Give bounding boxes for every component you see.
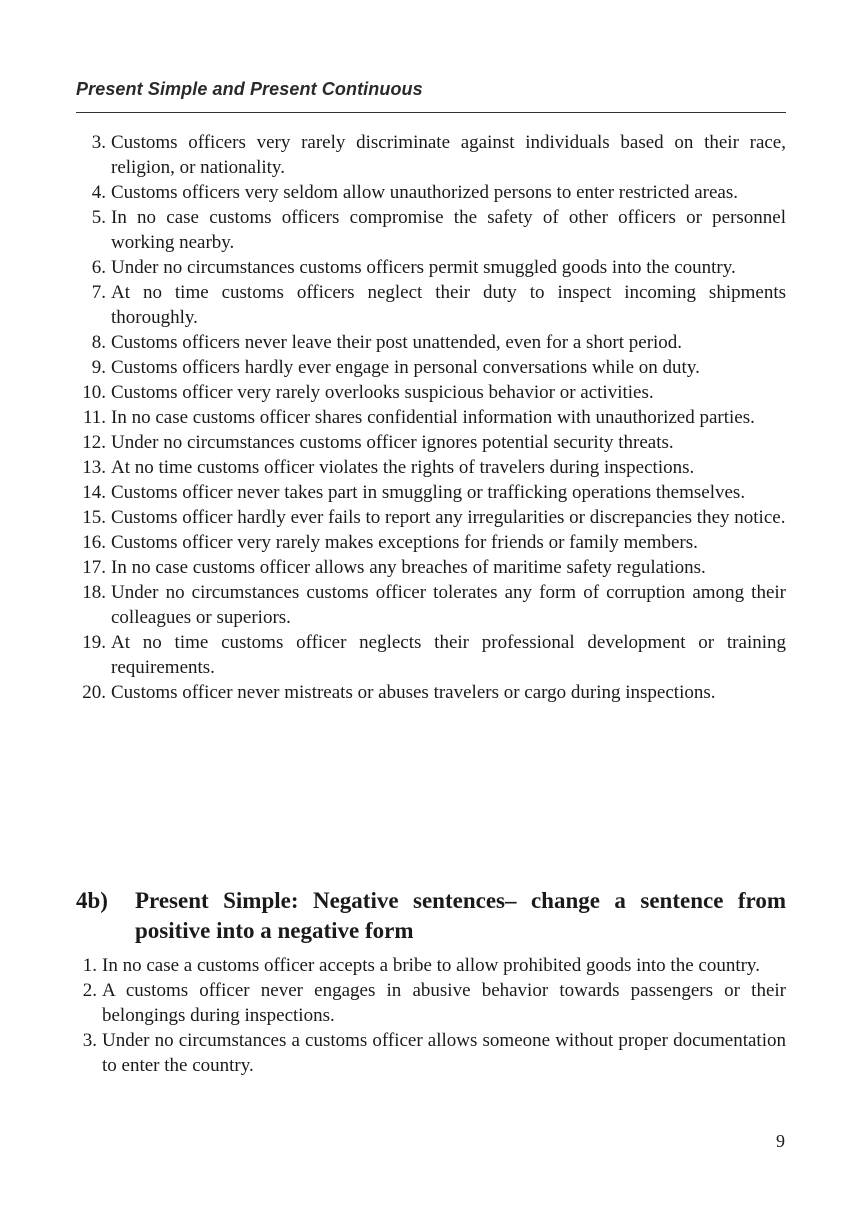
item-number: 15. — [82, 507, 106, 528]
list-item — [76, 953, 786, 978]
item-number: 9. — [91, 357, 106, 378]
list-item — [76, 555, 786, 580]
item-number: 13. — [82, 457, 106, 478]
list-item — [76, 430, 786, 455]
list-item — [76, 630, 786, 680]
list-item — [76, 530, 786, 555]
list-item — [76, 405, 786, 430]
item-number: 11. — [82, 407, 106, 428]
item-text: At no time customs officers neglect their duty to inspect incoming shipments thoroughly. — [111, 282, 786, 328]
page-number: 9 — [776, 1131, 785, 1151]
item-number: 5. — [91, 207, 106, 228]
item-number: 12. — [82, 432, 106, 453]
item-number: 7. — [91, 282, 106, 303]
list-item — [76, 480, 786, 505]
list-item — [76, 1028, 786, 1078]
item-number: 3. — [82, 1030, 97, 1051]
item-number: 20. — [82, 682, 106, 703]
list-item — [76, 505, 786, 530]
list-item — [76, 205, 786, 255]
item-text: Under no circumstances customs officer ignores potential security threats. — [111, 432, 674, 453]
list-item — [76, 380, 786, 405]
list-item — [76, 355, 786, 380]
item-text: Under no circumstances customs officers permit smuggled goods into the country. — [111, 257, 736, 278]
list-item — [76, 978, 786, 1028]
item-number: 14. — [82, 482, 106, 503]
list-item — [76, 680, 786, 705]
item-number: 3. — [91, 132, 106, 153]
item-text: Customs officer never mistreats or abuses travelers or cargo during inspections. — [111, 682, 716, 703]
item-text: Customs officers very rarely discriminate against individuals based on their race, religion, or nationality. — [111, 132, 786, 178]
item-number: 6. — [91, 257, 106, 278]
section-title: Present Simple: Negative sentences– change a sentence from positive into a negative form — [135, 888, 786, 943]
item-text: Customs officers hardly ever engage in personal conversations while on duty. — [111, 357, 700, 378]
item-text: In no case customs officers compromise the safety of other officers or personnel working nearby. — [111, 207, 786, 253]
item-text: Customs officer never takes part in smuggling or trafficking operations themselves. — [111, 482, 746, 503]
exercise-list-continued — [76, 130, 786, 705]
section-number: 4b) — [76, 888, 108, 913]
item-number: 10. — [82, 382, 106, 403]
item-text: In no case customs officer allows any breaches of maritime safety regulations. — [111, 557, 706, 578]
list-item — [76, 455, 786, 480]
item-number: 19. — [82, 632, 106, 653]
item-number: 18. — [82, 582, 106, 603]
item-text: In no case a customs officer accepts a bribe to allow prohibited goods into the country. — [102, 955, 760, 976]
item-number: 8. — [91, 332, 106, 353]
list-item — [76, 255, 786, 280]
item-number: 16. — [82, 532, 106, 553]
item-text: Customs officer very rarely makes exceptions for friends or family members. — [111, 532, 698, 553]
item-text: Customs officer hardly ever fails to report any irregularities or discrepancies they notice. — [111, 507, 786, 528]
item-number: 4. — [91, 182, 106, 203]
exercise-4b-list — [76, 953, 786, 1078]
list-item — [76, 330, 786, 355]
item-text: Customs officer very rarely overlooks suspicious behavior or activities. — [111, 382, 654, 403]
item-text: Under no circumstances a customs officer allows someone without proper documentation to enter the country. — [102, 1030, 786, 1076]
header-divider — [76, 112, 786, 113]
list-item — [76, 280, 786, 330]
running-header-title: Present Simple and Present Continuous — [76, 79, 423, 99]
section-heading — [76, 886, 786, 946]
list-item — [76, 180, 786, 205]
item-number: 2. — [82, 980, 97, 1001]
item-text: Under no circumstances customs officer tolerates any form of corruption among their colleagues or superiors. — [111, 582, 786, 628]
item-text: In no case customs officer shares confidential information with unauthorized parties. — [111, 407, 755, 428]
item-text: Customs officers very seldom allow unauthorized persons to enter restricted areas. — [111, 182, 738, 203]
list-item — [76, 130, 786, 180]
item-text: At no time customs officer neglects their professional development or training requirements. — [111, 632, 786, 678]
item-text: A customs officer never engages in abusive behavior towards passengers or their belongings during inspections. — [102, 980, 786, 1026]
list-item — [76, 580, 786, 630]
item-number: 1. — [82, 955, 97, 976]
item-text: At no time customs officer violates the rights of travelers during inspections. — [111, 457, 695, 478]
item-number: 17. — [82, 557, 106, 578]
item-text: Customs officers never leave their post unattended, even for a short period. — [111, 332, 683, 353]
